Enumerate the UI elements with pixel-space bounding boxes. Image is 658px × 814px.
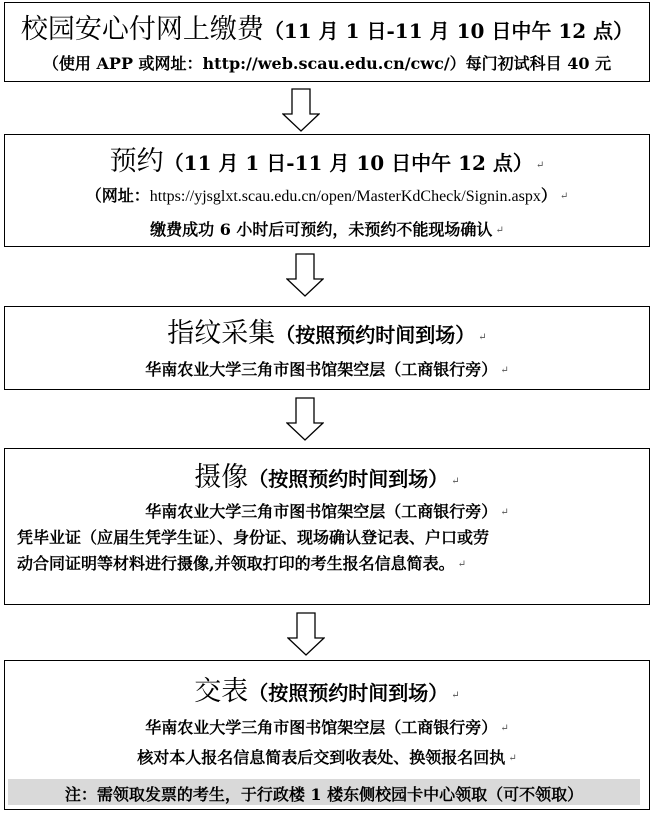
down-arrow-icon bbox=[287, 612, 325, 656]
paragraph-mark: ↵ bbox=[500, 365, 509, 376]
step-box-photography bbox=[4, 448, 650, 605]
payment-title: 校园安心付网上缴费 bbox=[20, 14, 264, 45]
reservation-note: 缴费成功 6 小时后可预约，未预约不能现场确认 bbox=[150, 220, 493, 239]
fingerprint-title: 指纹采集 bbox=[167, 318, 276, 349]
reservation-url-line bbox=[5, 183, 649, 206]
submit-location: 华南农业大学三角市图书馆架空层（工商银行旁） bbox=[145, 718, 498, 737]
photography-desc-line-1: 凭毕业证（应届生凭学生证）、身份证、现场确认登记表、户口或劳 bbox=[17, 528, 490, 547]
url-prefix: （网址： bbox=[85, 186, 150, 205]
reservation-time: （11 月 1 日-11 月 10 日中午 12 点） bbox=[163, 151, 533, 175]
paragraph-mark: ↵ bbox=[457, 559, 466, 570]
submit-desc-line bbox=[5, 745, 649, 768]
down-arrow-icon bbox=[286, 253, 324, 297]
down-arrow-icon bbox=[286, 397, 324, 441]
submit-time: （按照预约时间到场） bbox=[248, 681, 449, 705]
step-box-fingerprint bbox=[4, 306, 650, 390]
paragraph-mark: ↵ bbox=[495, 225, 504, 236]
submit-location-line bbox=[5, 715, 649, 738]
reservation-url-link[interactable]: https://yjsglxt.scau.edu.cn/open/MasterKdCheck/Signin.aspx bbox=[149, 188, 541, 205]
photography-desc-2: 动合同证明等材料进行摄像,并领取打印的考生报名信息简表。 bbox=[17, 554, 455, 573]
photography-title: 摄像 bbox=[194, 462, 249, 493]
reservation-title: 预约 bbox=[109, 146, 164, 177]
paragraph-mark: ↵ bbox=[500, 723, 509, 734]
step-box-reservation bbox=[4, 134, 650, 247]
paragraph-mark: ↵ bbox=[451, 476, 460, 487]
submit-title: 交表 bbox=[194, 676, 249, 707]
paragraph-mark: ↵ bbox=[500, 507, 509, 518]
photography-heading bbox=[5, 455, 649, 494]
down-arrow-icon bbox=[282, 88, 320, 132]
paragraph-mark: ↵ bbox=[508, 753, 517, 764]
step-box-payment bbox=[4, 2, 650, 82]
payment-instructions: （使用 APP 或网址：http://web.scau.edu.cn/cwc/）每门初试科目 40 元 bbox=[42, 54, 612, 73]
reservation-heading bbox=[5, 139, 649, 178]
submit-heading bbox=[5, 669, 649, 708]
reservation-note-line bbox=[5, 217, 649, 240]
fingerprint-time: （按照预约时间到场） bbox=[275, 323, 476, 347]
paragraph-mark: ↵ bbox=[535, 160, 545, 171]
photography-desc-line-2 bbox=[17, 551, 649, 574]
fingerprint-heading bbox=[5, 311, 649, 350]
paragraph-mark: ↵ bbox=[559, 191, 569, 202]
photography-time: （按照预约时间到场） bbox=[248, 467, 449, 491]
payment-time: （11 月 1 日-11 月 10 日中午 12 点） bbox=[263, 19, 634, 43]
invoice-note: 注：需领取发票的考生，于行政楼 1 楼东侧校园卡中心领取（可不领取） bbox=[64, 785, 584, 804]
fingerprint-location-line bbox=[5, 357, 649, 380]
paragraph-mark: ↵ bbox=[478, 332, 487, 343]
photography-location: 华南农业大学三角市图书馆架空层（工商银行旁） bbox=[145, 502, 498, 521]
submit-desc: 核对本人报名信息简表后交到收表处、换领报名回执 bbox=[137, 748, 506, 767]
fingerprint-location: 华南农业大学三角市图书馆架空层（工商银行旁） bbox=[145, 360, 498, 379]
photography-location-line bbox=[5, 499, 649, 522]
payment-heading bbox=[5, 7, 649, 46]
invoice-note-highlight bbox=[8, 779, 640, 805]
paragraph-mark: ↵ bbox=[451, 690, 460, 701]
url-suffix: ） bbox=[540, 186, 557, 205]
